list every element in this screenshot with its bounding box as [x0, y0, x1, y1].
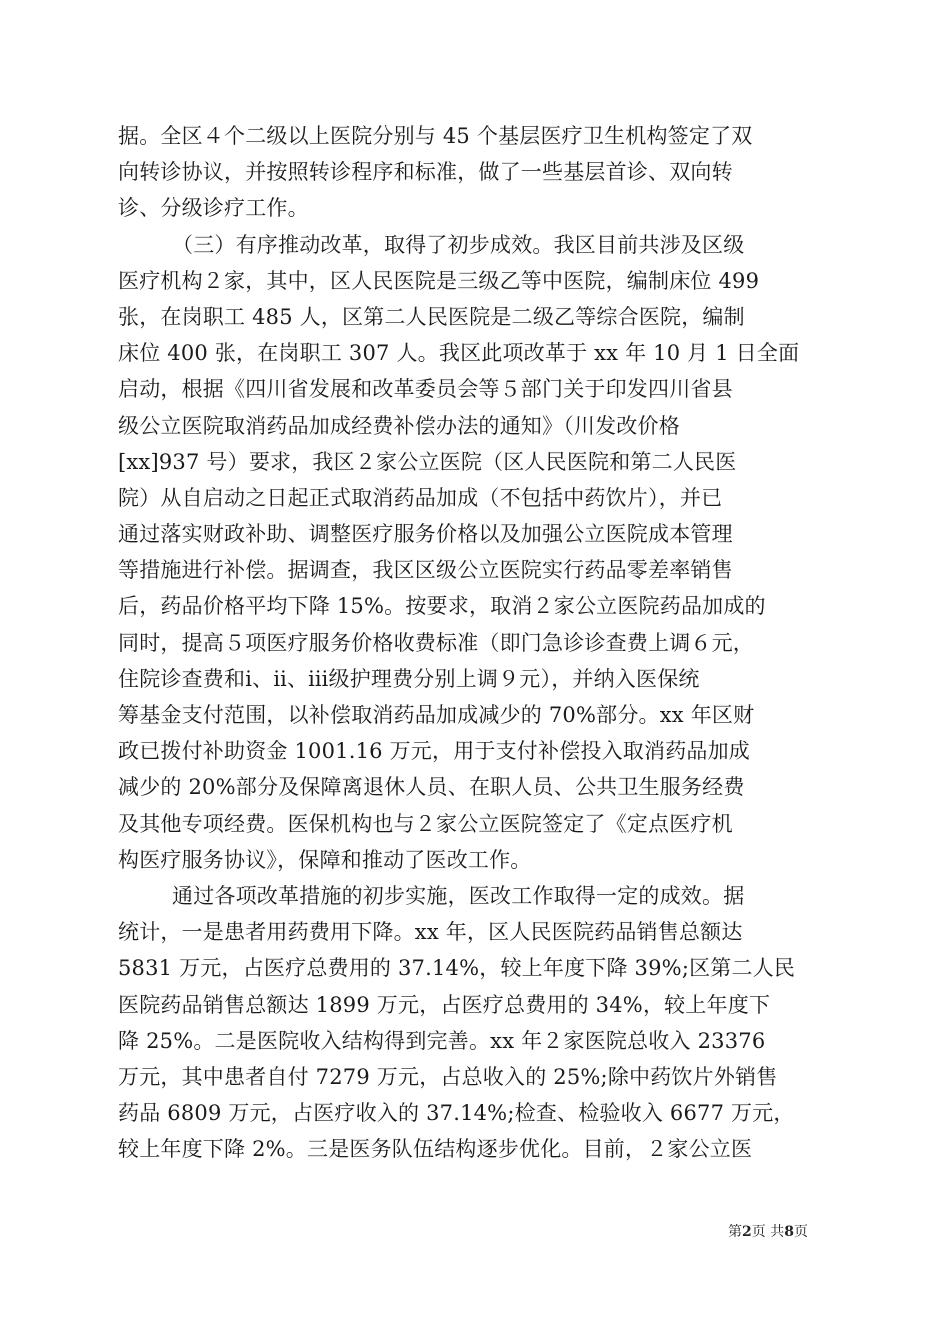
text-line: 筹基金支付范围，以补偿取消药品加成减少的 70%部分。xx 年区财 — [118, 703, 755, 727]
text-line: （三）有序推动改革，取得了初步成效。我区目前共涉及区级 — [172, 232, 745, 257]
footer-suffix: 页 — [794, 1224, 808, 1240]
footer-prefix: 第 — [728, 1224, 743, 1240]
text-line: 构医疗服务协议》，保障和推动了医改工作。 — [118, 847, 532, 872]
text-line: 通过落实财政补助、调整医疗服务价格以及加强公立医院成本管理 — [118, 522, 733, 547]
text-line: 住院诊查费和ⅰ、ⅱ、ⅲ级护理费分别上调９元），并纳入医保统 — [118, 666, 700, 691]
text-line: 5831 万元，占医疗总费用的 37.14%，较上年度下降 39%;区第二人民 — [118, 956, 796, 981]
footer-middle: 页 共 — [751, 1224, 785, 1240]
text-line: 减少的 20%部分及保障离退休人员、在职人员、公共卫生服务经费 — [118, 775, 745, 800]
text-line: 同时，提高５项医疗服务价格收费标准（即门急诊诊查费上调６元， — [118, 630, 754, 655]
text-line: 医疗机构２家，其中，区人民医院是三级乙等中医院，编制床位 499 — [118, 268, 760, 293]
text-line: 降 25%。二是医院收入结构得到完善。xx 年２家医院总收入 23376 — [118, 1028, 766, 1053]
text-line: 及其他专项经费。医保机构也与２家公立医院签定了《定点医疗机 — [118, 811, 733, 836]
text-line: 向转诊协议，并按照转诊程序和标准，做了一些基层首诊、双向转 — [118, 160, 733, 185]
text-line: 通过各项改革措施的初步实施，医改工作取得一定的成效。据 — [172, 883, 745, 908]
page-footer — [0, 1221, 808, 1241]
text-line: 万元，其中患者自付 7279 万元，占总收入的 25%;除中药饮片外销售 — [118, 1064, 778, 1089]
text-line: 等措施进行补偿。据调查，我区区级公立医院实行药品零差率销售 — [118, 558, 733, 583]
text-line: 据。全区４个二级以上医院分别与 45 个基层医疗卫生机构签定了双 — [118, 124, 753, 148]
document-body — [118, 118, 828, 1167]
text-line: 床位 400 张，在岗职工 307 人。我区此项改革于 xx 年 10 月 1 日全面 — [118, 341, 800, 366]
current-page-number: 2 — [742, 1224, 752, 1240]
total-pages-number: 8 — [784, 1224, 794, 1240]
text-line: 级公立医院取消药品加成经费补偿办法的通知》（川发改价格 — [118, 413, 680, 438]
text-line: 政已拨付补助资金 1001.16 万元，用于支付补偿投入取消药品加成 — [118, 739, 750, 764]
text-line: [xx]937 号）要求，我区２家公立医院（区人民医院和第二人民医 — [118, 449, 737, 474]
text-line: 启动，根据《四川省发展和改革委员会等５部门关于印发四川省县 — [118, 377, 733, 402]
text-line: 诊、分级诊疗工作。 — [118, 196, 309, 221]
text-line: 药品 6809 万元，占医疗收入的 37.14%;检查、检验收入 6677 万元， — [118, 1101, 795, 1126]
text-line: 统计，一是患者用药费用下降。xx 年，区人民医院药品销售总额达 — [118, 920, 743, 945]
text-line: 较上年度下降 2%。三是医务队伍结构逐步优化。目前，２家公立医 — [118, 1137, 753, 1162]
text-line: 后，药品价格平均下降 15%。按要求，取消２家公立医院药品加成的 — [118, 594, 766, 619]
text-line: 院）从自启动之日起正式取消药品加成（不包括中药饮片），并已 — [118, 485, 723, 510]
text-line: 医院药品销售总额达 1899 万元，占医疗总费用的 34%，较上年度下 — [118, 992, 771, 1017]
text-line: 张，在岗职工 485 人，区第二人民医院是二级乙等综合医院，编制 — [118, 304, 745, 329]
